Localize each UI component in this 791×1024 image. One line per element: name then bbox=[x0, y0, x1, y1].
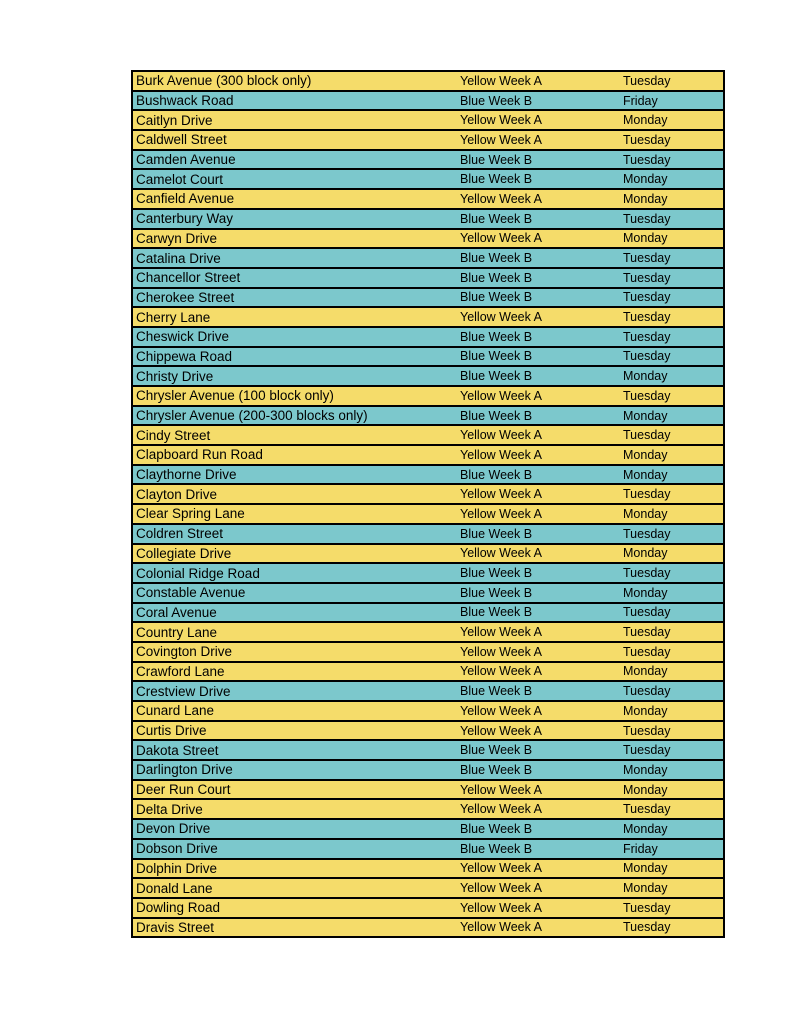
street-name-cell: Dolphin Drive bbox=[136, 860, 218, 876]
street-name-cell: Chrysler Avenue (100 block only) bbox=[136, 388, 334, 404]
street-name-cell: Cheswick Drive bbox=[136, 329, 230, 345]
street-name-cell: Catalina Drive bbox=[136, 250, 221, 266]
table-row bbox=[133, 643, 723, 663]
collection-week-cell: Yellow Week A bbox=[460, 861, 542, 876]
collection-week-cell: Blue Week B bbox=[460, 526, 533, 541]
collection-week-cell: Blue Week B bbox=[460, 821, 533, 836]
table-row bbox=[133, 249, 723, 269]
street-name-cell: Covington Drive bbox=[136, 644, 233, 660]
table-row bbox=[133, 584, 723, 604]
collection-day-cell: Tuesday bbox=[623, 290, 671, 305]
table-row bbox=[133, 407, 723, 427]
collection-day-cell: Tuesday bbox=[623, 211, 671, 226]
collection-day-cell: Tuesday bbox=[623, 802, 671, 817]
street-name-cell: Crestview Drive bbox=[136, 683, 231, 699]
collection-week-cell: Blue Week B bbox=[460, 684, 533, 699]
collection-day-cell: Monday bbox=[623, 881, 668, 896]
collection-week-cell: Yellow Week A bbox=[460, 113, 542, 128]
collection-day-cell: Tuesday bbox=[623, 428, 671, 443]
street-name-cell: Constable Avenue bbox=[136, 585, 246, 601]
collection-day-cell: Tuesday bbox=[623, 388, 671, 403]
collection-week-cell: Blue Week B bbox=[460, 349, 533, 364]
table-row bbox=[133, 387, 723, 407]
street-name-cell: Devon Drive bbox=[136, 821, 211, 837]
collection-week-cell: Blue Week B bbox=[460, 605, 533, 620]
collection-day-cell: Tuesday bbox=[623, 310, 671, 325]
table-row bbox=[133, 663, 723, 683]
collection-day-cell: Tuesday bbox=[623, 132, 671, 147]
collection-day-cell: Tuesday bbox=[623, 684, 671, 699]
street-name-cell: Chancellor Street bbox=[136, 270, 241, 286]
table-row bbox=[133, 210, 723, 230]
street-name-cell: Darlington Drive bbox=[136, 762, 233, 778]
street-name-cell: Clapboard Run Road bbox=[136, 447, 263, 463]
collection-week-cell: Yellow Week A bbox=[460, 664, 542, 679]
table-row bbox=[133, 761, 723, 781]
street-name-cell: Cunard Lane bbox=[136, 703, 215, 719]
table-row bbox=[133, 525, 723, 545]
collection-day-cell: Tuesday bbox=[623, 644, 671, 659]
collection-day-cell: Monday bbox=[623, 231, 668, 246]
table-row bbox=[133, 505, 723, 525]
collection-week-cell: Blue Week B bbox=[460, 270, 533, 285]
table-row bbox=[133, 781, 723, 801]
table-row bbox=[133, 72, 723, 92]
collection-week-cell: Blue Week B bbox=[460, 467, 533, 482]
collection-day-cell: Tuesday bbox=[623, 526, 671, 541]
table-row bbox=[133, 682, 723, 702]
collection-week-cell: Yellow Week A bbox=[460, 388, 542, 403]
table-row bbox=[133, 545, 723, 565]
street-name-cell: Claythorne Drive bbox=[136, 467, 237, 483]
street-name-cell: Curtis Drive bbox=[136, 723, 207, 739]
table-row bbox=[133, 741, 723, 761]
collection-day-cell: Monday bbox=[623, 447, 668, 462]
collection-week-cell: Yellow Week A bbox=[460, 231, 542, 246]
street-name-cell: Camden Avenue bbox=[136, 152, 236, 168]
collection-week-cell: Blue Week B bbox=[460, 841, 533, 856]
collection-week-cell: Blue Week B bbox=[460, 762, 533, 777]
table-row bbox=[133, 840, 723, 860]
collection-day-cell: Tuesday bbox=[623, 329, 671, 344]
collection-day-cell: Monday bbox=[623, 172, 668, 187]
collection-week-cell: Blue Week B bbox=[460, 369, 533, 384]
collection-day-cell: Tuesday bbox=[623, 920, 671, 935]
table-row bbox=[133, 170, 723, 190]
street-name-cell: Clear Spring Lane bbox=[136, 506, 245, 522]
table-row bbox=[133, 289, 723, 309]
table-row bbox=[133, 111, 723, 131]
collection-day-cell: Monday bbox=[623, 546, 668, 561]
table-row bbox=[133, 702, 723, 722]
table-row bbox=[133, 466, 723, 486]
collection-week-cell: Yellow Week A bbox=[460, 802, 542, 817]
street-name-cell: Crawford Lane bbox=[136, 663, 225, 679]
street-name-cell: Country Lane bbox=[136, 624, 218, 640]
collection-week-cell: Blue Week B bbox=[460, 329, 533, 344]
table-row bbox=[133, 860, 723, 880]
collection-day-cell: Tuesday bbox=[623, 566, 671, 581]
collection-day-cell: Tuesday bbox=[623, 152, 671, 167]
collection-day-cell: Monday bbox=[623, 506, 668, 521]
street-name-cell: Coldren Street bbox=[136, 526, 224, 542]
collection-day-cell: Monday bbox=[623, 369, 668, 384]
collection-day-cell: Tuesday bbox=[623, 487, 671, 502]
collection-week-cell: Yellow Week A bbox=[460, 191, 542, 206]
collection-week-cell: Blue Week B bbox=[460, 585, 533, 600]
collection-day-cell: Monday bbox=[623, 585, 668, 600]
collection-week-cell: Blue Week B bbox=[460, 251, 533, 266]
collection-week-cell: Yellow Week A bbox=[460, 644, 542, 659]
collection-day-cell: Tuesday bbox=[623, 73, 671, 88]
table-row bbox=[133, 190, 723, 210]
street-name-cell: Burk Avenue (300 block only) bbox=[136, 73, 312, 89]
collection-day-cell: Monday bbox=[623, 861, 668, 876]
table-row bbox=[133, 367, 723, 387]
street-name-cell: Delta Drive bbox=[136, 801, 203, 817]
table-row bbox=[133, 604, 723, 624]
collection-week-cell: Yellow Week A bbox=[460, 132, 542, 147]
table-row bbox=[133, 919, 723, 939]
collection-week-cell: Yellow Week A bbox=[460, 428, 542, 443]
collection-day-cell: Tuesday bbox=[623, 625, 671, 640]
table-row bbox=[133, 879, 723, 899]
table-row bbox=[133, 800, 723, 820]
collection-week-cell: Yellow Week A bbox=[460, 546, 542, 561]
collection-day-cell: Tuesday bbox=[623, 723, 671, 738]
street-name-cell: Chrysler Avenue (200-300 blocks only) bbox=[136, 408, 368, 424]
collection-week-cell: Blue Week B bbox=[460, 172, 533, 187]
street-name-cell: Dowling Road bbox=[136, 900, 221, 916]
collection-week-cell: Blue Week B bbox=[460, 566, 533, 581]
collection-week-cell: Blue Week B bbox=[460, 408, 533, 423]
street-name-cell: Donald Lane bbox=[136, 880, 213, 896]
collection-week-cell: Yellow Week A bbox=[460, 881, 542, 896]
collection-week-cell: Blue Week B bbox=[460, 93, 533, 108]
collection-day-cell: Monday bbox=[623, 191, 668, 206]
street-name-cell: Caldwell Street bbox=[136, 132, 227, 148]
collection-week-cell: Yellow Week A bbox=[460, 782, 542, 797]
table-row bbox=[133, 328, 723, 348]
street-name-cell: Colonial Ridge Road bbox=[136, 565, 260, 581]
collection-week-cell: Blue Week B bbox=[460, 211, 533, 226]
collection-day-cell: Monday bbox=[623, 821, 668, 836]
collection-week-cell: Yellow Week A bbox=[460, 447, 542, 462]
collection-day-cell: Monday bbox=[623, 703, 668, 718]
street-name-cell: Carwyn Drive bbox=[136, 230, 218, 246]
collection-week-cell: Yellow Week A bbox=[460, 920, 542, 935]
collection-day-cell: Friday bbox=[623, 93, 658, 108]
table-row bbox=[133, 564, 723, 584]
table-row bbox=[133, 820, 723, 840]
collection-day-cell: Tuesday bbox=[623, 349, 671, 364]
street-name-cell: Cherokee Street bbox=[136, 289, 235, 305]
street-name-cell: Deer Run Court bbox=[136, 782, 231, 798]
street-name-cell: Coral Avenue bbox=[136, 604, 217, 620]
street-name-cell: Dakota Street bbox=[136, 742, 219, 758]
street-name-cell: Collegiate Drive bbox=[136, 545, 232, 561]
table-row bbox=[133, 348, 723, 368]
street-name-cell: Chippewa Road bbox=[136, 348, 233, 364]
table-row bbox=[133, 426, 723, 446]
street-name-cell: Canfield Avenue bbox=[136, 191, 235, 207]
street-name-cell: Clayton Drive bbox=[136, 486, 218, 502]
street-name-cell: Caitlyn Drive bbox=[136, 112, 213, 128]
collection-schedule-table bbox=[131, 70, 725, 938]
table-row bbox=[133, 485, 723, 505]
table-row bbox=[133, 899, 723, 919]
table-row bbox=[133, 151, 723, 171]
collection-week-cell: Yellow Week A bbox=[460, 900, 542, 915]
collection-day-cell: Tuesday bbox=[623, 900, 671, 915]
street-name-cell: Camelot Court bbox=[136, 171, 224, 187]
collection-week-cell: Yellow Week A bbox=[460, 487, 542, 502]
collection-day-cell: Monday bbox=[623, 113, 668, 128]
street-name-cell: Cindy Street bbox=[136, 427, 211, 443]
street-name-cell: Bushwack Road bbox=[136, 93, 234, 109]
collection-day-cell: Monday bbox=[623, 467, 668, 482]
street-name-cell: Cherry Lane bbox=[136, 309, 211, 325]
collection-week-cell: Yellow Week A bbox=[460, 310, 542, 325]
table-row bbox=[133, 131, 723, 151]
collection-day-cell: Tuesday bbox=[623, 251, 671, 266]
table-row bbox=[133, 92, 723, 112]
street-name-cell: Dravis Street bbox=[136, 919, 215, 935]
table-row bbox=[133, 269, 723, 289]
collection-week-cell: Yellow Week A bbox=[460, 625, 542, 640]
collection-week-cell: Yellow Week A bbox=[460, 723, 542, 738]
table-row bbox=[133, 722, 723, 742]
collection-week-cell: Blue Week B bbox=[460, 290, 533, 305]
collection-day-cell: Monday bbox=[623, 408, 668, 423]
collection-week-cell: Yellow Week A bbox=[460, 73, 542, 88]
collection-day-cell: Monday bbox=[623, 782, 668, 797]
collection-day-cell: Friday bbox=[623, 841, 658, 856]
collection-week-cell: Yellow Week A bbox=[460, 703, 542, 718]
table-row bbox=[133, 308, 723, 328]
table-row bbox=[133, 446, 723, 466]
collection-week-cell: Blue Week B bbox=[460, 152, 533, 167]
collection-week-cell: Blue Week B bbox=[460, 743, 533, 758]
street-name-cell: Christy Drive bbox=[136, 368, 214, 384]
collection-day-cell: Tuesday bbox=[623, 605, 671, 620]
collection-day-cell: Monday bbox=[623, 762, 668, 777]
collection-day-cell: Monday bbox=[623, 664, 668, 679]
table-row bbox=[133, 623, 723, 643]
collection-week-cell: Yellow Week A bbox=[460, 506, 542, 521]
table-row bbox=[133, 230, 723, 250]
collection-day-cell: Tuesday bbox=[623, 270, 671, 285]
collection-day-cell: Tuesday bbox=[623, 743, 671, 758]
street-name-cell: Dobson Drive bbox=[136, 841, 218, 857]
street-name-cell: Canterbury Way bbox=[136, 211, 234, 227]
